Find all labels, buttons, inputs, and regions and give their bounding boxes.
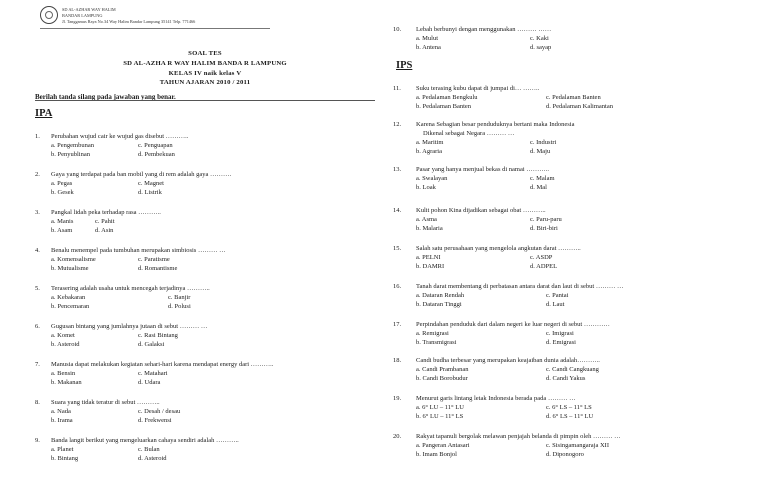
option-b: b. Gesek: [51, 189, 74, 196]
option-d: d. Candi Yakus: [546, 375, 586, 382]
option-a: a. Mulut: [416, 35, 439, 42]
question-number: 9.: [35, 437, 40, 444]
question-number: 13.: [393, 166, 402, 173]
question-number: 10.: [393, 26, 402, 33]
option-d: d. Laut: [546, 301, 565, 308]
option-b: b. Dataran Tinggi: [416, 301, 462, 308]
option-b: b. Imam Bonjol: [416, 451, 457, 458]
option-d: d. Pembekuan: [138, 151, 175, 158]
question-number: 8.: [35, 399, 40, 406]
instruction: Berilah tanda silang pada jawaban yang benar.: [35, 93, 176, 101]
option-d: d. Galaksi: [138, 341, 165, 348]
question-number: 20.: [393, 433, 402, 440]
option-c: c. Penguapan: [138, 142, 173, 149]
school-letterhead: [40, 6, 270, 36]
option-c: c. Candi Cangkuang: [546, 366, 599, 373]
question-text: Kulit pohon Kina dijadikan sebagai obat ………..: [416, 207, 546, 214]
option-d: d. Udara: [138, 379, 161, 386]
question-number: 12.: [393, 121, 402, 128]
question-number: 17.: [393, 321, 402, 328]
option-c: c. Paru-paru: [530, 216, 562, 223]
option-b: b. Antena: [416, 44, 441, 51]
question-text: Tanah darat membentang di perbatasan antara darat dan laut di sebut ……… …: [416, 283, 624, 290]
question-text: Perubahan wujud cair ke wujud gas disebut ………..: [51, 133, 189, 140]
option-d: d. Romantisme: [138, 265, 178, 272]
school-title: SD AL-AZHA R WAY HALIM BANDA R LAMPUNG: [123, 60, 287, 67]
class-title: KELAS IV naik kelas V: [168, 70, 242, 77]
question-number: 11.: [393, 85, 401, 92]
option-a: a. PELNI: [416, 254, 441, 261]
option-b: b. Bintang: [51, 455, 79, 462]
question-text: Karena Sebagian besar penduduknya bertani maka Indonesia: [416, 121, 575, 128]
option-a: a. Pedalaman Bengkulu: [416, 94, 478, 101]
option-c: c. Pedalaman Banten: [546, 94, 601, 101]
option-b: b. Asteroid: [51, 341, 80, 348]
school-name-line: SD AL-AZHAR WAY HALIM: [62, 7, 116, 12]
option-c: c. Pahit: [95, 218, 115, 225]
option-d: d. Asin: [95, 227, 114, 234]
option-a: a. Candi Prambanan: [416, 366, 469, 373]
option-d: d. Asteroid: [138, 455, 167, 462]
option-c: c. Magnet: [138, 180, 164, 187]
option-a: a. Pangeran Antasari: [416, 442, 470, 449]
question-text: Rakyat tapanuli bergolak melawan penjajah belanda di pimpin oleh ……… …: [416, 433, 621, 440]
question-text: Gugusan bintang yang jumlahnya jutaan di sebut ……… …: [51, 323, 208, 330]
question-number: 6.: [35, 323, 40, 330]
question-text: Lebah berbunyi dengan menggunakan ……… ……: [416, 26, 552, 33]
question-text: Suara yang tidak teratur di sebut ………..: [51, 399, 160, 406]
option-c: c. Rasi Bintang: [138, 332, 178, 339]
option-b: b. Irama: [51, 417, 73, 424]
option-d: d. Polusi: [168, 303, 191, 310]
question-number: 3.: [35, 209, 40, 216]
option-d: d. Frekwensi: [138, 417, 172, 424]
option-c: c. 6° LS – 11° LS: [546, 404, 592, 411]
option-b: b. Pedalaman Banten: [416, 103, 472, 110]
option-b: b. DAMRI: [416, 263, 445, 270]
option-c: c. Industri: [530, 139, 557, 146]
option-d: d. Emigrasi: [546, 339, 576, 346]
section-ips-heading: IPS: [396, 60, 413, 71]
question-text: Manusia dapat melakukan kegiatan sehari-hari karena mendapat energy dari ………..: [51, 361, 274, 368]
option-c: c. Desah / desau: [138, 408, 181, 415]
question-number: 5.: [35, 285, 40, 292]
section-ipa-heading: IPA: [35, 108, 53, 119]
option-b: b. Loak: [416, 184, 436, 191]
option-a: a. Komet: [51, 332, 75, 339]
option-a: a. Komensalisme: [51, 256, 96, 263]
option-b: b. Penyublinan: [51, 151, 90, 158]
instruction-divider: [35, 100, 375, 101]
option-b: b. Mutualisme: [51, 265, 89, 272]
question-text: Suku terasing kubu dapat di jumpai di… ……..: [416, 85, 540, 92]
option-b: b. Transmigrasi: [416, 339, 457, 346]
question-text: Banda langit berikut yang mengeluarkan cahaya sendiri adalah ………..: [51, 437, 239, 444]
school-city-line: BANDAR LAMPUNG: [62, 13, 103, 18]
option-c: c. Imigrasi: [546, 330, 574, 337]
option-c: c. Sisingamangaraja XII: [546, 442, 609, 449]
question-number: 4.: [35, 247, 40, 254]
option-d: d. sayap: [530, 44, 552, 51]
letterhead-divider: [40, 28, 270, 29]
question-text: Perpindahan penduduk dari dalam negeri ke luar negeri di sebut …………: [416, 321, 610, 328]
option-a: a. Swalayan: [416, 175, 448, 182]
option-a: a. Manis: [51, 218, 74, 225]
option-a: a. 6° LU – 11° LU: [416, 404, 464, 411]
question-number: 2.: [35, 171, 40, 178]
option-a: a. Remigrasi: [416, 330, 449, 337]
option-b: b. Makanan: [51, 379, 82, 386]
question-text: Candi budha terbesar yang merupakan keajaiban dunia adalah………..: [416, 357, 600, 364]
question-text: Benalu menempel pada tumbuhan merupakan simbiosis ……… …: [51, 247, 226, 254]
option-d: d. Biri-biri: [530, 225, 558, 232]
question-text: Menurut garis lintang letak Indonesia berada pada ……… …: [416, 395, 576, 402]
question-text: Terasering adalah usaha untuk mencegah terjadinya ………..: [51, 285, 210, 292]
option-b: b. 6° LU – 11° LS: [416, 413, 464, 420]
option-b: b. Pencemaran: [51, 303, 90, 310]
option-a: a. Planet: [51, 446, 74, 453]
option-b: b. Candi Borobudur: [416, 375, 468, 382]
year-title: TAHUN AJARAN 2010 / 2011: [159, 79, 251, 86]
question-number: 1.: [35, 133, 40, 140]
option-a: a. Bensin: [51, 370, 76, 377]
option-d: d. Pedalaman Kalimantan: [546, 103, 613, 110]
option-c: c. Pantai: [546, 292, 569, 299]
option-b: b. Agraria: [416, 148, 442, 155]
question-text: Pasar yang hanya menjual bekas di namai ………..: [416, 166, 550, 173]
question-number: 15.: [393, 245, 402, 252]
question-number: 16.: [393, 283, 402, 290]
option-d: d. Mal: [530, 184, 547, 191]
option-a: a. Dataran Rendah: [416, 292, 465, 299]
option-a: a. Maritim: [416, 139, 444, 146]
school-seal-icon: [40, 6, 58, 24]
option-a: a. Asma: [416, 216, 437, 223]
option-b: b. Asam: [51, 227, 73, 234]
option-c: c. Kaki: [530, 35, 549, 42]
option-a: a. Pengembunan: [51, 142, 94, 149]
option-c: c. Paratisme: [138, 256, 170, 263]
option-a: a. Kebakaran: [51, 294, 86, 301]
question-number: 7.: [35, 361, 40, 368]
option-d: d. Maju: [530, 148, 551, 155]
school-address-line: Jl. Tanggamus Raya No.34 Way Halim Bandar Lampung 35141 Telp. 771466: [62, 19, 196, 24]
question-number: 18.: [393, 357, 402, 364]
option-d: d. ADPEL: [530, 263, 558, 270]
option-a: a. Pegas: [51, 180, 73, 187]
option-c: c. ASDP: [530, 254, 553, 261]
option-c: c. Banjir: [168, 294, 191, 301]
option-c: c. Malam: [530, 175, 555, 182]
question-number: 19.: [393, 395, 402, 402]
option-a: a. Nada: [51, 408, 71, 415]
option-d: d. Diponogoro: [546, 451, 584, 458]
question-text: Gaya yang terdapat pada ban mobil yang di rem adalah gaya ……….: [51, 171, 232, 178]
option-b: b. Malaria: [416, 225, 443, 232]
exam-title: SOAL TES: [188, 50, 222, 57]
question-text: Salah satu perusahaan yang mengelola angkutan darat ………..: [416, 245, 581, 252]
question-text: Pangkal lidah peka terhadap rasa ………..: [51, 209, 161, 216]
option-d: d. 6° LS – 11° LU: [546, 413, 594, 420]
question-number: 14.: [393, 207, 402, 214]
option-d: d. Listrik: [138, 189, 162, 196]
question-text-continued: Dikenal sebagai Negara ……… …: [423, 130, 515, 137]
option-c: c. Bulan: [138, 446, 160, 453]
option-c: c. Matahari: [138, 370, 168, 377]
